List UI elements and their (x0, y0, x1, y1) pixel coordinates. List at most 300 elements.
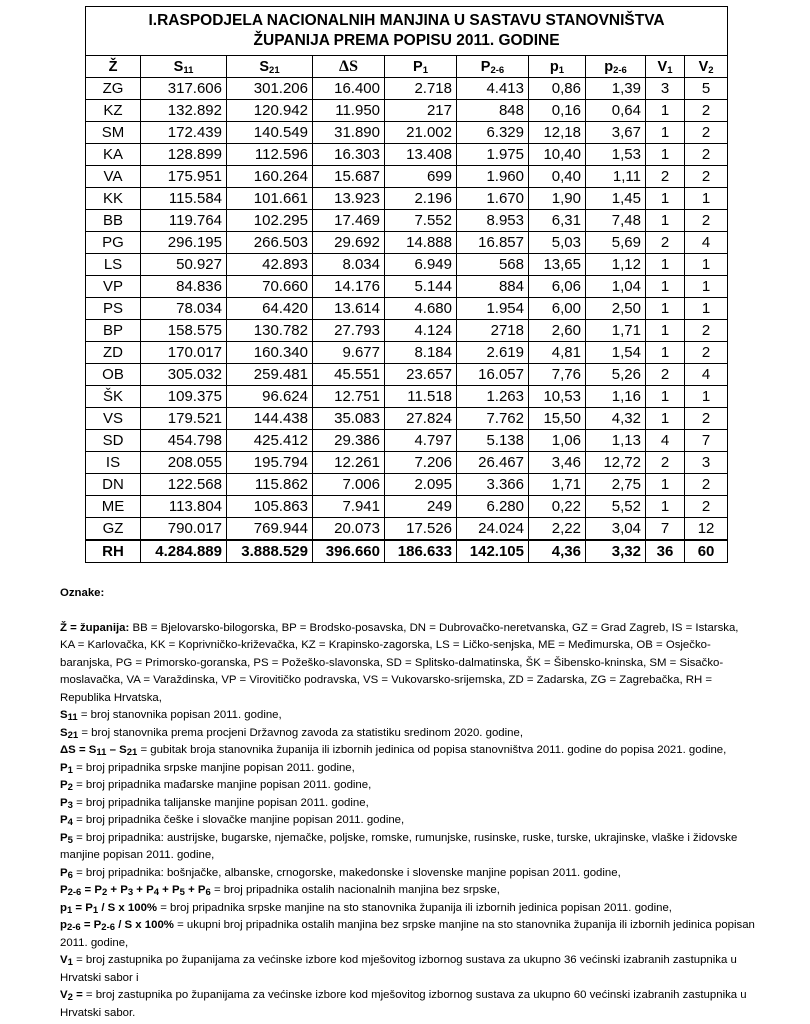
table-cell: 6.329 (457, 122, 529, 144)
table-cell: 1 (646, 144, 685, 166)
table-row (86, 166, 728, 188)
table-cell: 12.751 (313, 386, 385, 408)
table-cell: 217 (385, 100, 457, 122)
table-cell: 113.804 (141, 496, 227, 518)
column-header-subscript: 2-6 (613, 64, 627, 76)
table-cell: 425.412 (227, 430, 313, 452)
column-header-subscript: 1 (558, 64, 565, 76)
table-cell: 699 (385, 166, 457, 188)
table-cell: 16.057 (457, 364, 529, 386)
table-cell: 1,71 (586, 320, 646, 342)
table-cell: 45.551 (313, 364, 385, 386)
column-header-symbol: V (698, 58, 709, 75)
table-cell: 21.002 (385, 122, 457, 144)
table-cell: 9.677 (313, 342, 385, 364)
column-header-symbol: P (413, 58, 423, 75)
county-code-cell: GZ (86, 518, 141, 541)
table-cell: 4,32 (586, 408, 646, 430)
table-cell: 4.797 (385, 430, 457, 452)
note-zupanija-text: BB = Bjelovarsko-bilogorska, BP = Brodsko-posavska, DN = Dubrovačko-neretvanska, GZ = Grad Zagreb, IS = Istarska, KA = Karlovačka, KK = Koprivničko-križevačka, KZ = Krapinsko-zagorska, LS = Ličko-senjska, ME = Međimurska, OB = Osječko-baranjska, PG = Primorsko-goranska, PS = Požeško-slavonska, SD = Splitsko-dalmatinska, ŠK = Šibensko-kninska, SM = Sisačko-moslavačka, VA = Varaždinska, VP = Virovitičko podravska, VS = Vukovarsko-srijemska, ZD = Zadarska, ZG = Zagrebačka, RH = Republika Hrvatska, (60, 621, 739, 704)
table-cell: 1 (646, 408, 685, 430)
table-row (86, 210, 728, 232)
table-cell: 1.975 (457, 144, 529, 166)
table-cell: 6,00 (529, 298, 586, 320)
county-code-cell: DN (86, 474, 141, 496)
table-cell: 122.568 (141, 474, 227, 496)
note-p3: $P_3$ = broj pripadnika talijanske manjine popisan 2011. godine, (60, 796, 369, 811)
table-cell: 2.095 (385, 474, 457, 496)
table-cell: 1,13 (586, 430, 646, 452)
table-row (86, 452, 728, 474)
table-cell: 142.105 (457, 540, 529, 563)
table-cell: 1,06 (529, 430, 586, 452)
table-cell: 208.055 (141, 452, 227, 474)
note-p6-text: = broj pripadnika: bošnjačke, albanske, crnogorske, makedonske i slovenske manjine popisan 2011. godine, (76, 866, 621, 879)
table-cell: 27.824 (385, 408, 457, 430)
table-row (86, 364, 728, 386)
column-header-symbol: Ž (108, 58, 118, 75)
table-cell: 60 (685, 540, 728, 563)
table-cell: 29.386 (313, 430, 385, 452)
table-cell: 1 (646, 122, 685, 144)
table-cell: 296.195 (141, 232, 227, 254)
table-cell: 3,46 (529, 452, 586, 474)
table-cell: 1,53 (586, 144, 646, 166)
table-cell: 1,71 (529, 474, 586, 496)
table-cell: 144.438 (227, 408, 313, 430)
table-cell: 1 (685, 298, 728, 320)
table-row (86, 144, 728, 166)
note-v1: $V_1$ = broj zastupnika po županijama za većinske izbore kod mješovitog izbornog sustava za ukupno 36 većinski izabranih zastupnika u Hrvatski sabor i (60, 954, 737, 984)
table-cell: 7.206 (385, 452, 457, 474)
table-cell: 1.960 (457, 166, 529, 188)
table-cell: 249 (385, 496, 457, 518)
table-cell: 11.950 (313, 100, 385, 122)
county-code-cell: SD (86, 430, 141, 452)
header-row (86, 56, 728, 78)
table-cell: 1,16 (586, 386, 646, 408)
table-cell: 23.657 (385, 364, 457, 386)
table-cell: 1 (646, 210, 685, 232)
table-cell: 2 (685, 144, 728, 166)
table-cell: 109.375 (141, 386, 227, 408)
table-cell: 2,60 (529, 320, 586, 342)
table-cell: 160.340 (227, 342, 313, 364)
table-cell: 15,50 (529, 408, 586, 430)
table-cell: 84.836 (141, 276, 227, 298)
column-header (227, 56, 313, 78)
column-header-symbol: S (259, 58, 270, 75)
county-code-cell: ME (86, 496, 141, 518)
table-cell: 119.764 (141, 210, 227, 232)
table-cell: 0,64 (586, 100, 646, 122)
county-code-cell: VA (86, 166, 141, 188)
county-code-cell: BB (86, 210, 141, 232)
table-cell: 4,36 (529, 540, 586, 563)
table-cell: 195.794 (227, 452, 313, 474)
table-cell: 12,18 (529, 122, 586, 144)
table-cell: 4.124 (385, 320, 457, 342)
table-cell: 175.951 (141, 166, 227, 188)
table-cell: 3 (685, 452, 728, 474)
table-row (86, 78, 728, 100)
note-p4: $P_4$ = broj pripadnika češke i slovačke manjine popisan 2011. godine, (60, 814, 405, 828)
county-code-cell: VP (86, 276, 141, 298)
column-header-subscript: 2 (708, 64, 714, 76)
note-p5: $P_5$ = broj pripadnika: austrijske, bugarske, njemačke, poljske, romske, rumunjske, rusinske, ruske, turske, ukrajinske, vlaške i židovske manjine popisan 2011. godine, (60, 831, 738, 861)
table-cell: 5,03 (529, 232, 586, 254)
column-header (385, 56, 457, 78)
table-cell: 6.949 (385, 254, 457, 276)
column-header-subscript: 11 (183, 64, 194, 76)
table-cell: 2.718 (385, 78, 457, 100)
table-row (86, 188, 728, 210)
table-row (86, 386, 728, 408)
table-cell: 2 (646, 232, 685, 254)
note-zupanija-label: Ž = županija: (60, 621, 130, 634)
table-cell: 5 (685, 78, 728, 100)
table-cell: 2 (685, 320, 728, 342)
table-cell: 301.206 (227, 78, 313, 100)
table-cell: 5,26 (586, 364, 646, 386)
table-cell: 0,22 (529, 496, 586, 518)
county-code-cell: KZ (86, 100, 141, 122)
table-cell: 0,40 (529, 166, 586, 188)
note-s11: $S_{11}$ = broj stanovnika popisan 2011. godine, (60, 709, 282, 723)
column-header (685, 56, 728, 78)
column-header (313, 56, 385, 78)
table-cell: 172.439 (141, 122, 227, 144)
table-row (86, 496, 728, 518)
table-cell: 3,67 (586, 122, 646, 144)
table-cell: 7 (685, 430, 728, 452)
table-cell: 2,22 (529, 518, 586, 541)
note-p1: $P_1$ = broj pripadnika srpske manjine popisan 2011. godine, (60, 761, 355, 776)
table-cell: 4 (646, 430, 685, 452)
table-cell: 11.518 (385, 386, 457, 408)
table-cell: 568 (457, 254, 529, 276)
table-title-line2: ŽUPANIJA PREMA POPISU 2011. GODINE (253, 32, 560, 49)
table-row (86, 518, 728, 541)
note-p4-text: = broj pripadnika češke i slovačke manjine popisan 2011. godine, (76, 814, 405, 826)
table-cell: 1 (646, 100, 685, 122)
table-cell: 115.584 (141, 188, 227, 210)
table-cell: 2 (685, 474, 728, 496)
table-cell: 1,45 (586, 188, 646, 210)
note-zupanija (60, 620, 755, 708)
table-cell: 884 (457, 276, 529, 298)
table-cell: 17.469 (313, 210, 385, 232)
table-cell: 1,54 (586, 342, 646, 364)
notes-section (60, 585, 755, 1022)
table-cell: 20.073 (313, 518, 385, 541)
county-code-cell: OB (86, 364, 141, 386)
table-cell: 12.261 (313, 452, 385, 474)
table-cell: 179.521 (141, 408, 227, 430)
note-ds: $\Delta S = S_{11} - S_{21}$ = gubitak broja stanovnika županija ili izbornih jedinica od popisa stanovništva 2011. godine do popisa 2021. godine, (60, 744, 727, 758)
table-cell: 2 (685, 342, 728, 364)
note-s11-text: = broj stanovnika popisan 2011. godine, (80, 709, 282, 721)
table-cell: 2 (685, 408, 728, 430)
table-cell: 8.953 (457, 210, 529, 232)
table-cell: 1,11 (586, 166, 646, 188)
column-header (141, 56, 227, 78)
total-row (86, 540, 728, 563)
table-cell: 96.624 (227, 386, 313, 408)
table-cell: 3 (646, 78, 685, 100)
table-cell: 305.032 (141, 364, 227, 386)
table-cell: 158.575 (141, 320, 227, 342)
table-cell: 4 (685, 364, 728, 386)
table-cell: 5.144 (385, 276, 457, 298)
table-cell: 1 (646, 342, 685, 364)
table-cell: 186.633 (385, 540, 457, 563)
table-cell: 317.606 (141, 78, 227, 100)
table-cell: 769.944 (227, 518, 313, 541)
table-cell: 1,90 (529, 188, 586, 210)
table-cell: 16.400 (313, 78, 385, 100)
table-cell: 16.857 (457, 232, 529, 254)
table-cell: 17.526 (385, 518, 457, 541)
table-row (86, 342, 728, 364)
table-row (86, 320, 728, 342)
table-cell: 14.888 (385, 232, 457, 254)
column-header-subscript: 21 (269, 64, 280, 76)
table-cell: 120.942 (227, 100, 313, 122)
note-pp1: $p_1 = P_1 / S$ x 100% = broj pripadnika srpske manjine na sto stanovnika županija ili izbornih jedinica popisan 2011. godine, (60, 901, 672, 916)
table-row (86, 276, 728, 298)
table-cell: 7,76 (529, 364, 586, 386)
table-cell: 7.006 (313, 474, 385, 496)
county-code-cell: IS (86, 452, 141, 474)
table-cell: 1 (646, 386, 685, 408)
note-p6: $P_6$ = broj pripadnika: bošnjačke, albanske, crnogorske, makedonske i slovenske manjine popisan 2011. godine, (60, 866, 621, 881)
column-header-symbol: p (549, 58, 559, 75)
table-cell: 70.660 (227, 276, 313, 298)
table-cell: 64.420 (227, 298, 313, 320)
document (85, 6, 727, 563)
table-cell: 7.552 (385, 210, 457, 232)
column-header (586, 56, 646, 78)
table-cell: 14.176 (313, 276, 385, 298)
table-cell: 1.954 (457, 298, 529, 320)
column-header (646, 56, 685, 78)
table-cell: 2 (646, 364, 685, 386)
table-cell: 4.413 (457, 78, 529, 100)
table-cell: 1 (646, 276, 685, 298)
county-code-cell: PG (86, 232, 141, 254)
table-cell: 128.899 (141, 144, 227, 166)
table-row (86, 430, 728, 452)
table-cell: 1 (646, 254, 685, 276)
table-cell: 4 (685, 232, 728, 254)
table-row (86, 232, 728, 254)
column-header-subscript: 1 (667, 64, 673, 76)
table-cell: 132.892 (141, 100, 227, 122)
table-cell: 1 (646, 320, 685, 342)
county-code-cell: PS (86, 298, 141, 320)
table-cell: 1 (685, 276, 728, 298)
table-cell: 10,40 (529, 144, 586, 166)
table-cell: 2,50 (586, 298, 646, 320)
table-cell: 27.793 (313, 320, 385, 342)
table-cell: 26.467 (457, 452, 529, 474)
table-cell: 7,48 (586, 210, 646, 232)
note-v1-text: = broj zastupnika po županijama za većinske izbore kod mješovitog izbornog sustava za ukupno 36 većinski izabranih zastupnika u Hrvatski sabor i (60, 954, 737, 984)
table-body (86, 78, 728, 563)
table-cell: 1.263 (457, 386, 529, 408)
column-header-symbol: p (604, 58, 614, 75)
table-cell: 13.923 (313, 188, 385, 210)
table-cell: 3,04 (586, 518, 646, 541)
column-header-subscript: 1 (422, 64, 428, 76)
table-cell: 12,72 (586, 452, 646, 474)
table-cell: 396.660 (313, 540, 385, 563)
table-cell: 8.034 (313, 254, 385, 276)
table-cell: 50.927 (141, 254, 227, 276)
note-pp1-text: = broj pripadnika srpske manjine na sto stanovnika županija ili izbornih jedinica popisan 2011. godine, (160, 901, 672, 914)
table-cell: 7 (646, 518, 685, 541)
table-cell: 1 (646, 188, 685, 210)
table-cell: 1 (685, 386, 728, 408)
county-code-cell: ŠK (86, 386, 141, 408)
table-cell: 3.366 (457, 474, 529, 496)
table-cell: 6,31 (529, 210, 586, 232)
county-code-cell: SM (86, 122, 141, 144)
note-s21: $S_{21}$ = broj stanovnika prema procjeni Državnog zavoda za statistiku sredinom 2020. godine, (60, 726, 523, 741)
table-cell: 2 (685, 166, 728, 188)
table-cell: 3,32 (586, 540, 646, 563)
table-cell: 35.083 (313, 408, 385, 430)
table-cell: 112.596 (227, 144, 313, 166)
table-cell: 15.687 (313, 166, 385, 188)
table-cell: 36 (646, 540, 685, 563)
table-cell: 24.024 (457, 518, 529, 541)
table-cell: 78.034 (141, 298, 227, 320)
column-header-symbol: S (173, 58, 184, 75)
table-cell: 2.196 (385, 188, 457, 210)
table-cell: 266.503 (227, 232, 313, 254)
table-cell: 29.692 (313, 232, 385, 254)
table-cell: 5,69 (586, 232, 646, 254)
table-cell: 4.284.889 (141, 540, 227, 563)
county-code-cell: ZD (86, 342, 141, 364)
county-code-cell: KA (86, 144, 141, 166)
table-row (86, 100, 728, 122)
table-cell: 115.862 (227, 474, 313, 496)
table-cell: 102.295 (227, 210, 313, 232)
county-code-cell: BP (86, 320, 141, 342)
table-cell: 31.890 (313, 122, 385, 144)
table-cell: 6.280 (457, 496, 529, 518)
minorities-table (85, 6, 728, 563)
note-p1-text: = broj pripadnika srpske manjine popisan 2011. godine, (76, 761, 355, 774)
note-v2: $V_2$ = = broj zastupnika po županijama za većinske izbore kod mješovitog izbornog sustava za ukupno 60 većinski izabranih zastupnika u Hrvatski sabor. (60, 989, 747, 1019)
table-cell: 259.481 (227, 364, 313, 386)
table-cell: 3.888.529 (227, 540, 313, 563)
note-s21-text: = broj stanovnika prema procjeni Državnog zavoda za statistiku sredinom 2020. godine, (81, 726, 523, 739)
table-cell: 7.941 (313, 496, 385, 518)
table-cell: 2 (685, 100, 728, 122)
county-code-cell: VS (86, 408, 141, 430)
table-row (86, 474, 728, 496)
note-ds-text: = gubitak broja stanovnika županija ili izbornih jedinica od popisa stanovništva 2011. godine do popisa 2021. godine, (140, 744, 727, 756)
table-row (86, 298, 728, 320)
table-cell: 1 (646, 474, 685, 496)
table-cell: 2 (646, 166, 685, 188)
table-cell: 4,81 (529, 342, 586, 364)
table-cell: 101.661 (227, 188, 313, 210)
table-cell: 1 (685, 254, 728, 276)
table-cell: 13.408 (385, 144, 457, 166)
table-cell: 454.798 (141, 430, 227, 452)
table-cell: 130.782 (227, 320, 313, 342)
table-cell: 0,16 (529, 100, 586, 122)
county-code-cell: KK (86, 188, 141, 210)
table-cell: 170.017 (141, 342, 227, 364)
table-cell: 6,06 (529, 276, 586, 298)
note-v2-text: = broj zastupnika po županijama za većinske izbore kod mješovitog izbornog sustava za ukupno 60 većinski izabranih zastupnika u Hrvatski sabor. (60, 989, 747, 1019)
table-cell: 4.680 (385, 298, 457, 320)
column-header-symbol: P (480, 58, 491, 75)
county-code-cell: ZG (86, 78, 141, 100)
table-cell: 7.762 (457, 408, 529, 430)
table-cell: 2 (685, 122, 728, 144)
table-cell: 2718 (457, 320, 529, 342)
table-cell: 2,75 (586, 474, 646, 496)
table-cell: 1 (646, 298, 685, 320)
table-cell: 2 (685, 210, 728, 232)
table-cell: 2.619 (457, 342, 529, 364)
table-row (86, 254, 728, 276)
table-cell: 12 (685, 518, 728, 541)
table-cell: 10,53 (529, 386, 586, 408)
table-cell: 790.017 (141, 518, 227, 541)
county-code-cell: RH (86, 540, 141, 563)
note-p5-text: = broj pripadnika: austrijske, bugarske, njemačke, poljske, romske, rumunjske, rusinske, ruske, turske, ukrajinske, vlaške i židovske manjine popisan 2011. godine, (60, 831, 738, 861)
note-p3-text: = broj pripadnika talijanske manjine popisan 2011. godine, (76, 796, 369, 809)
table-cell: 1,04 (586, 276, 646, 298)
table-cell: 140.549 (227, 122, 313, 144)
note-p2-text: = broj pripadnika mađarske manjine popisan 2011. godine, (76, 779, 372, 791)
table-cell: 1,39 (586, 78, 646, 100)
table-title-line1: I.RASPODJELA NACIONALNIH MANJINA U SASTAVU STANOVNIŠTVA (148, 12, 665, 29)
table-cell: 13,65 (529, 254, 586, 276)
table-cell: 848 (457, 100, 529, 122)
note-p26-text: = broj pripadnika ostalih nacionalnih manjina bez srpske, (213, 884, 500, 896)
column-header (529, 56, 586, 78)
note-pp26-text: = ukupni broj pripadnika ostalih manjina bez srpske manjine na sto stanovnika županija ili izbornih jedinica popisan 2011. godine, (60, 919, 755, 949)
table-cell: 5.138 (457, 430, 529, 452)
table-cell: 2 (685, 496, 728, 518)
table-title (86, 7, 728, 56)
table-cell: 2 (646, 452, 685, 474)
table-cell: 1 (646, 496, 685, 518)
table-cell: 1 (685, 188, 728, 210)
table-cell: 13.614 (313, 298, 385, 320)
column-header-symbol: ΔS (339, 57, 358, 75)
table-cell: 105.863 (227, 496, 313, 518)
table-cell: 0,86 (529, 78, 586, 100)
column-header-symbol: V (657, 58, 668, 75)
column-header (86, 56, 141, 78)
table-cell: 1,12 (586, 254, 646, 276)
column-header (457, 56, 529, 78)
notes-heading: Oznake: (60, 587, 105, 599)
column-header-subscript: 2-6 (490, 64, 505, 76)
note-pp26: $p_{2-6} = P_{2-6} / S$ x 100% = ukupni broj pripadnika ostalih manjina bez srpske manjine na sto stanovnika županija ili izbornih jedinica popisan 2011. godine, (60, 919, 755, 949)
table-cell: 16.303 (313, 144, 385, 166)
